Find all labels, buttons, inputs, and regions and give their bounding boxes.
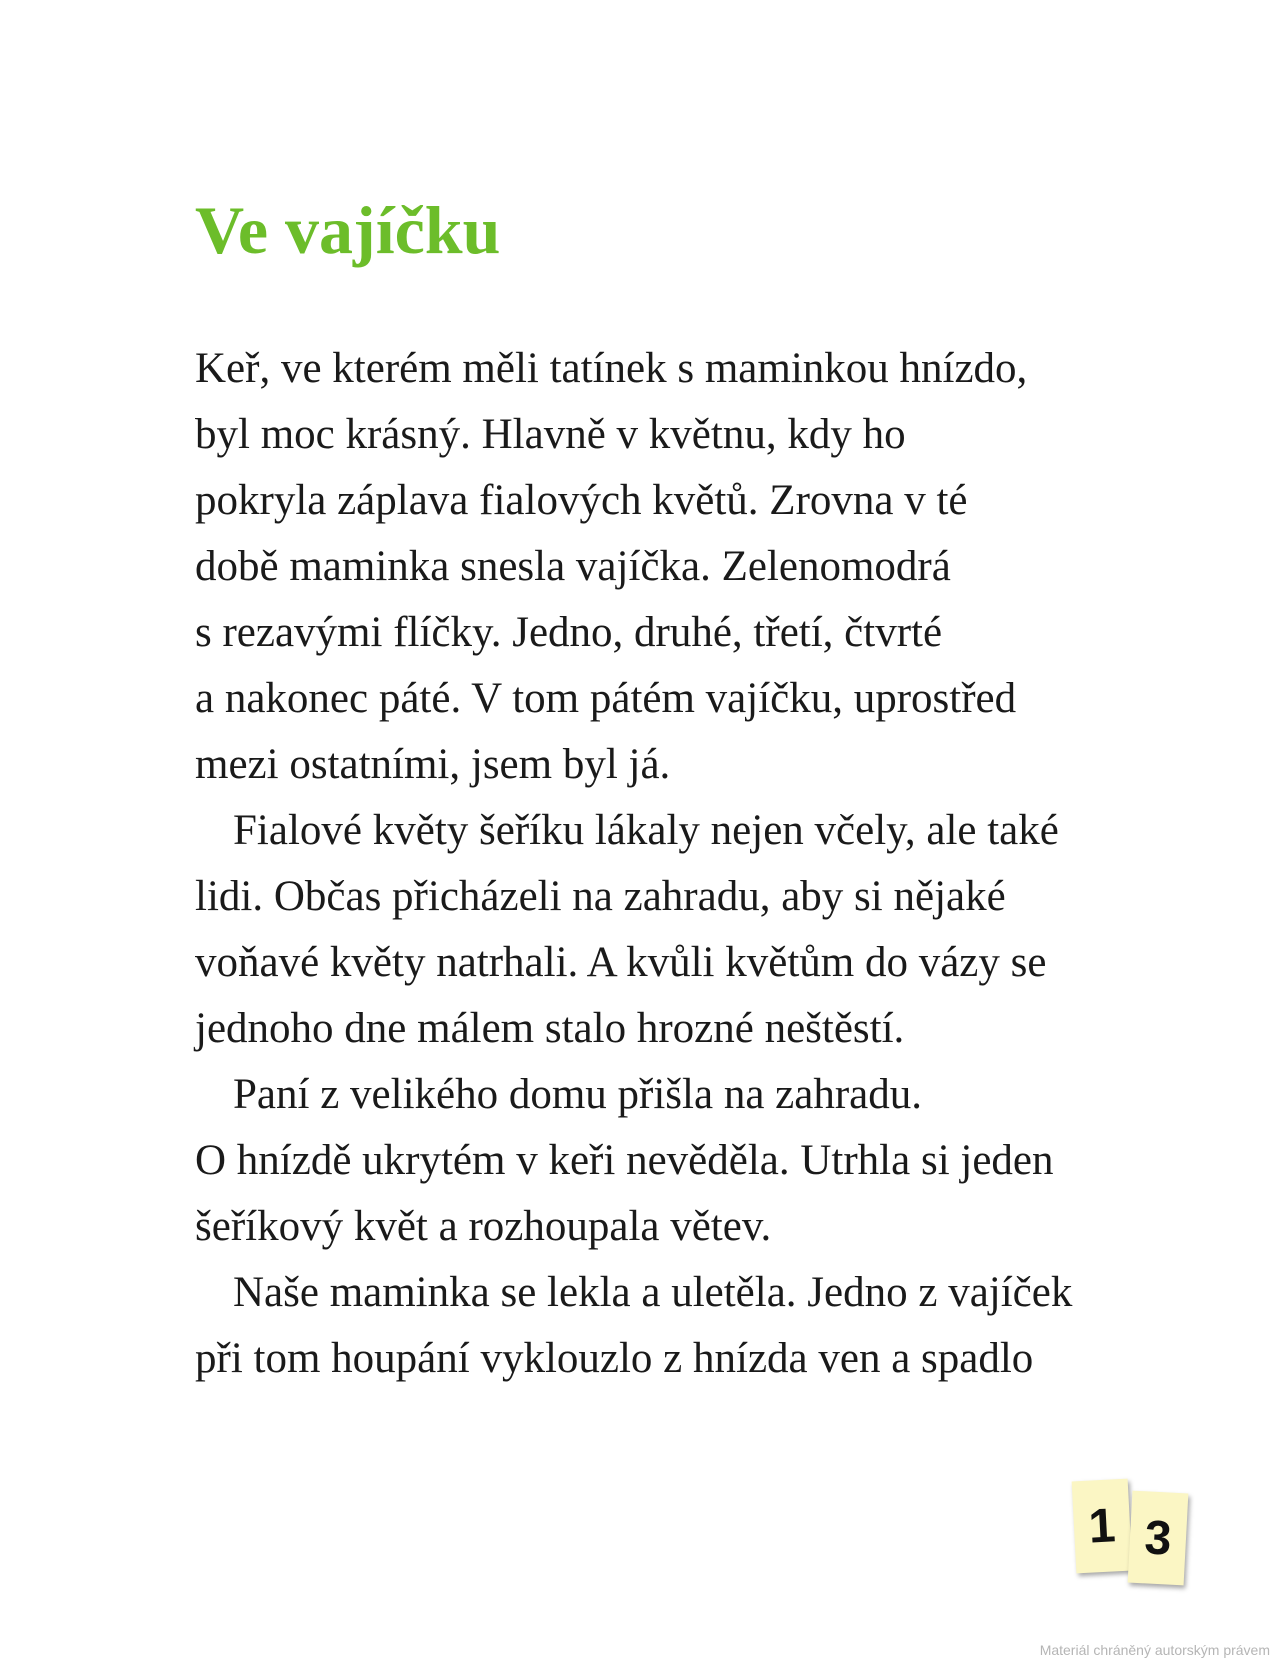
text-line: Fialové květy šeříku lákaly nejen včely, ale také bbox=[233, 807, 1059, 854]
text-line: Naše maminka se lekla a uletěla. Jedno z vajíček bbox=[233, 1269, 1073, 1316]
text-line: pokryla záplava fialových květů. Zrovna v té bbox=[195, 477, 968, 524]
text-line: jednoho dne málem stalo hrozné neštěstí. bbox=[195, 1005, 905, 1052]
text-line: s rezavými flíčky. Jedno, druhé, třetí, čtvrté bbox=[195, 609, 943, 656]
text-line: době maminka snesla vajíčka. Zelenomodrá bbox=[195, 543, 951, 590]
text-line: Paní z velikého domu přišla na zahradu. bbox=[233, 1071, 922, 1118]
text-line: lidi. Občas přicházeli na zahradu, aby si nějaké bbox=[195, 873, 1006, 920]
paragraph-4 bbox=[195, 1260, 1155, 1392]
text-line: při tom houpání vyklouzlo z hnízda ven a spadlo bbox=[195, 1335, 1034, 1382]
paragraph-2 bbox=[195, 798, 1155, 1062]
paragraph-3 bbox=[195, 1062, 1155, 1260]
text-line: mezi ostatními, jsem byl já. bbox=[195, 741, 671, 788]
text-line: voňavé květy natrhali. A kvůli květům do vázy se bbox=[195, 939, 1047, 986]
text-line: šeříkový květ a rozhoupala větev. bbox=[195, 1203, 772, 1250]
copyright-watermark: Materiál chráněný autorským právem bbox=[1039, 1642, 1270, 1658]
page-number-tile: 1 bbox=[1072, 1479, 1133, 1574]
body-text bbox=[195, 336, 1155, 1392]
paragraph-1 bbox=[195, 336, 1155, 798]
text-line: byl moc krásný. Hlavně v květnu, kdy ho bbox=[195, 411, 906, 458]
text-line: Keř, ve kterém měli tatínek s maminkou hnízdo, bbox=[195, 345, 1028, 392]
text-line: a nakonec páté. V tom pátém vajíčku, uprostřed bbox=[195, 675, 1017, 722]
page-number-tile: 3 bbox=[1128, 1491, 1189, 1586]
text-line: O hnízdě ukrytém v keři nevěděla. Utrhla si jeden bbox=[195, 1137, 1054, 1184]
chapter-title: Ve vajíčku bbox=[195, 192, 501, 268]
page-number bbox=[1070, 1480, 1200, 1600]
